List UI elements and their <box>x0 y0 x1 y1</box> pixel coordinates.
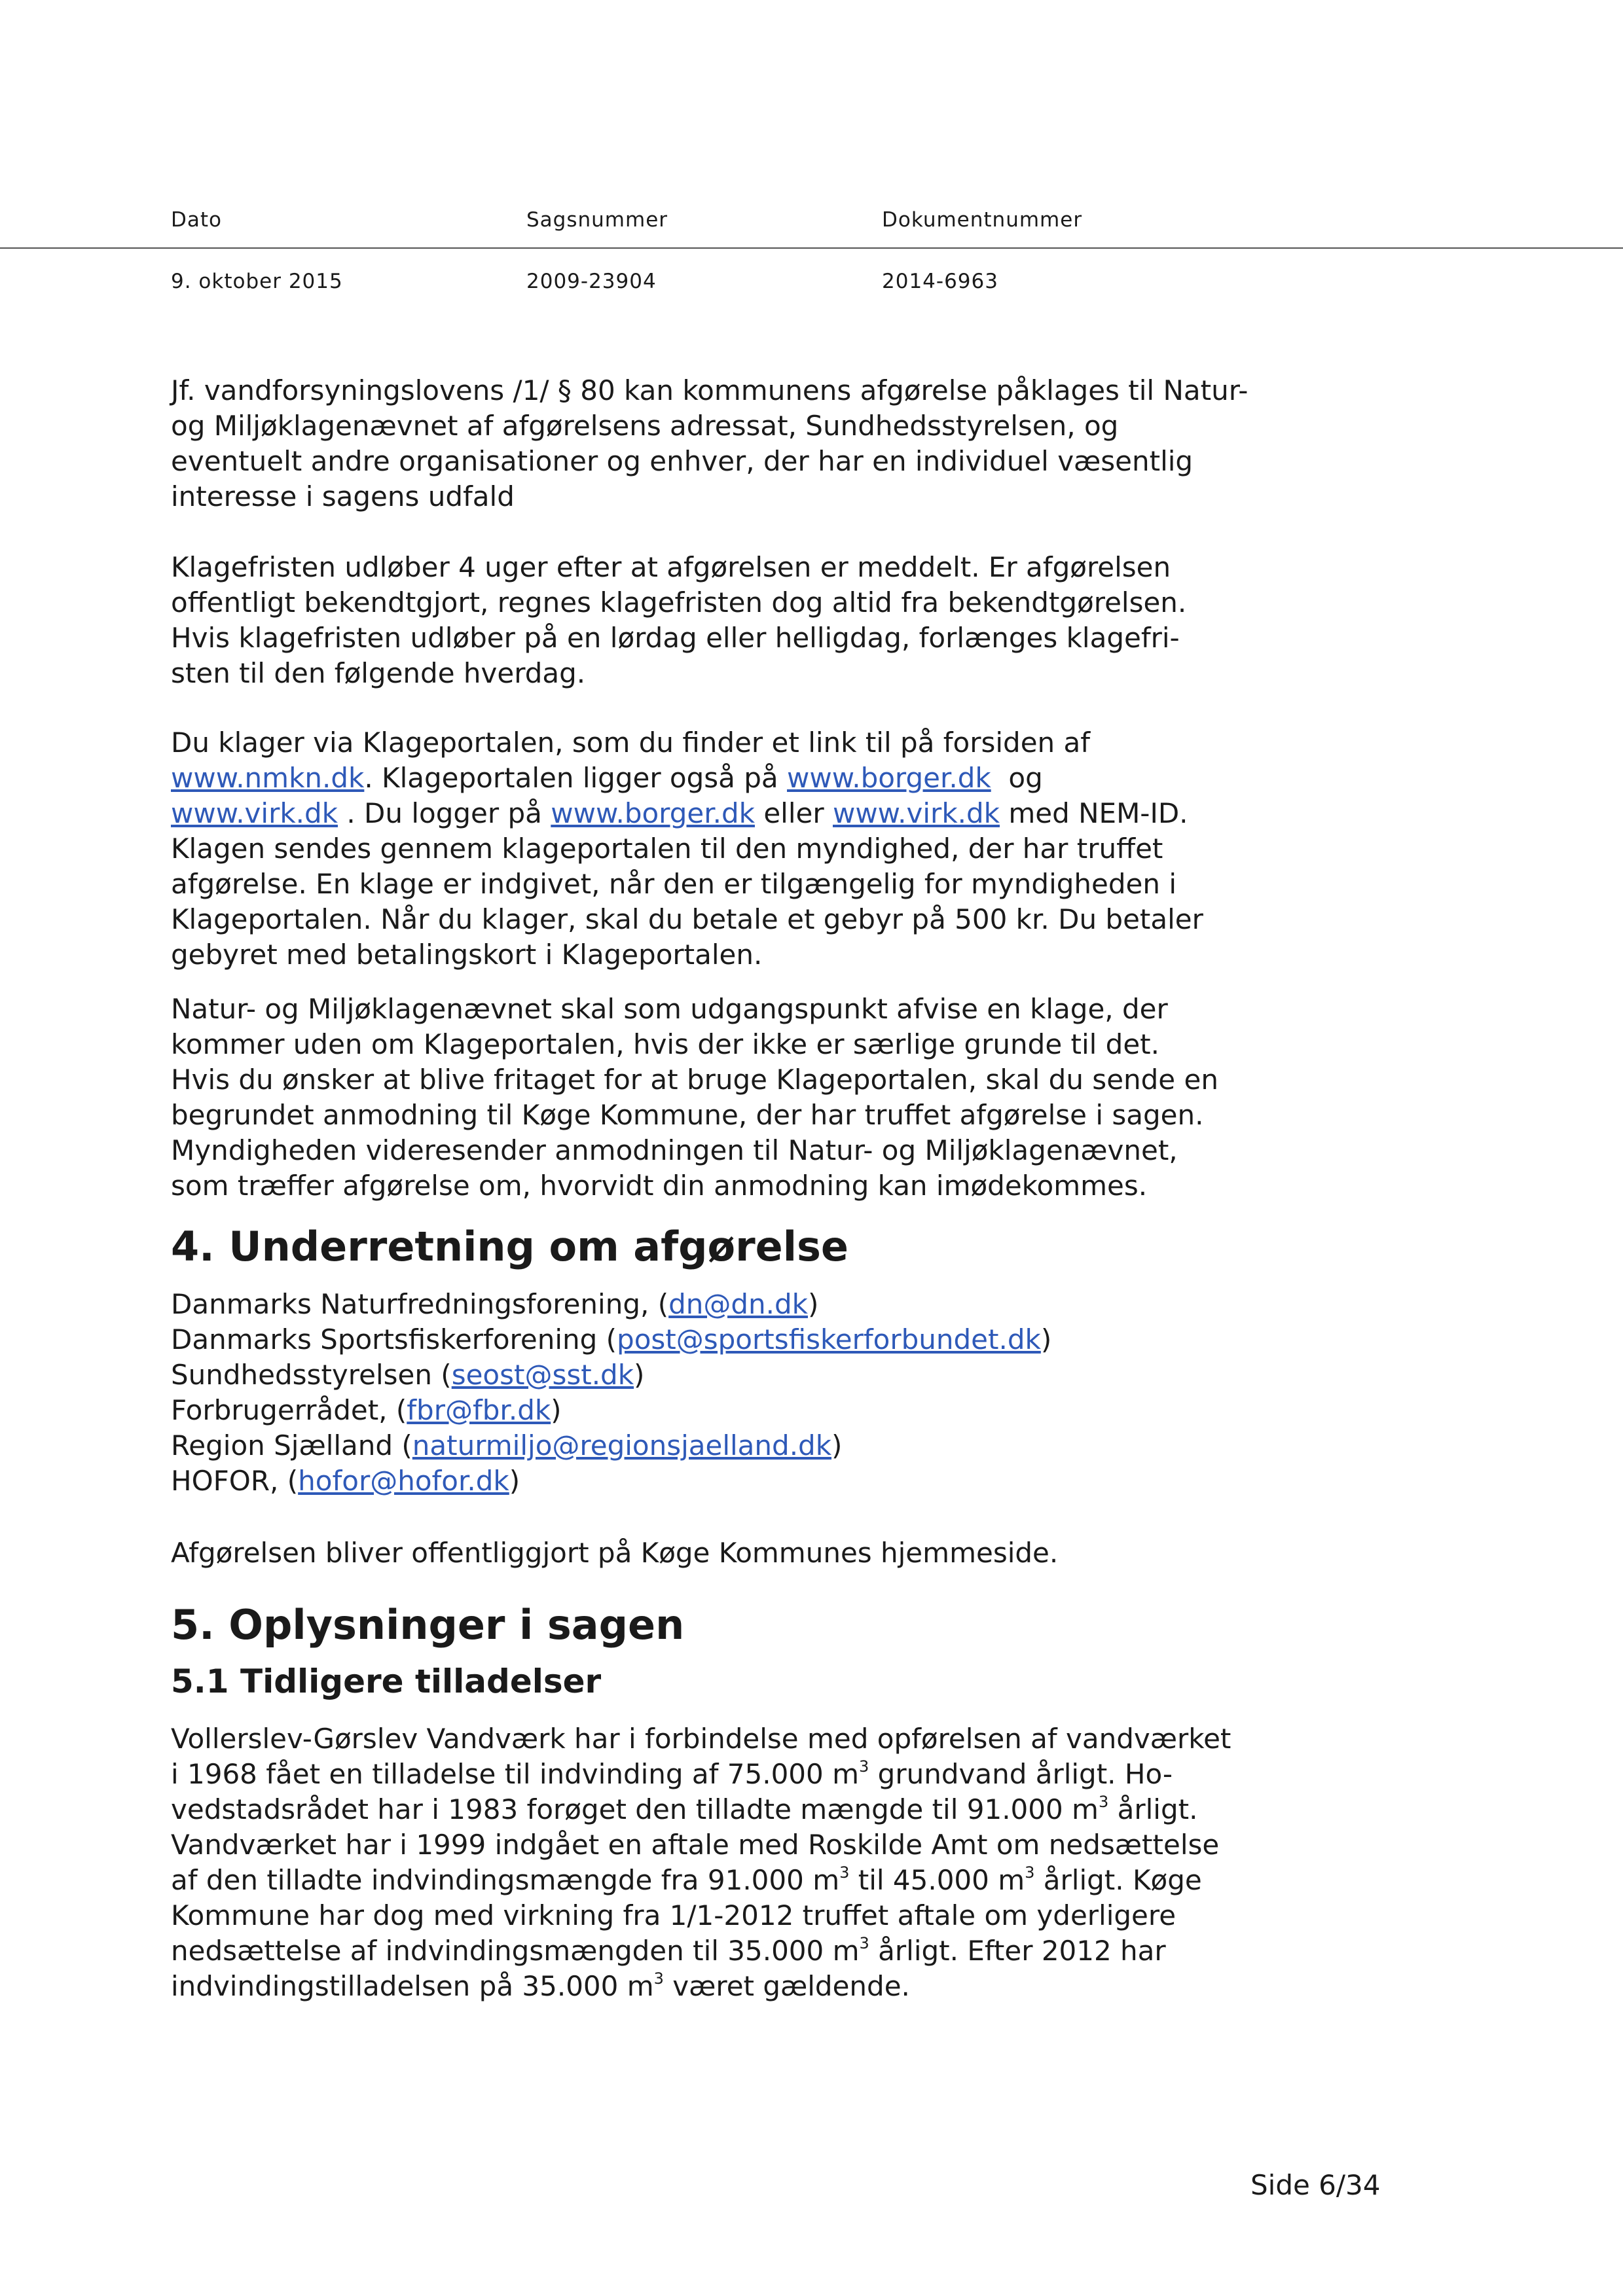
recipient-email-link[interactable]: fbr@fbr.dk <box>407 1394 551 1426</box>
recipient-name: Sundhedsstyrelsen ( <box>171 1359 452 1391</box>
superscript-3: 3 <box>653 1969 664 1988</box>
exemption-line-5: Myndigheden videresender anmodningen til Natur- og Miljøklagenævnet, <box>171 1134 1178 1166</box>
recipient-1 <box>171 1287 1258 1322</box>
exemption-line-1: Natur- og Miljøklagenævnet skal som udgangspunkt afvise en klage, der <box>171 993 1168 1025</box>
deadline-line-3: Hvis klagefristen udløber på en lørdag eller helligdag, forlænges klagefri- <box>171 622 1180 654</box>
date-label: Dato <box>171 208 222 232</box>
metadata-values <box>171 270 1623 293</box>
nmkn-link[interactable]: www.nmkn.dk <box>171 762 365 794</box>
recipient-6 <box>171 1463 1258 1499</box>
recipient-close: ) <box>808 1288 819 1320</box>
borger-link[interactable]: www.borger.dk <box>787 762 991 794</box>
recipient-email-link[interactable]: post@sportsfiskerforbundet.dk <box>617 1323 1041 1355</box>
recipient-4 <box>171 1393 1258 1428</box>
portal-line-1 <box>171 725 1258 761</box>
permits-text: årligt. Efter 2012 har <box>878 1935 1166 1967</box>
publish-note: Afgørelsen bliver offentliggjort på Køge Kommunes hjemmeside. <box>171 1537 1059 1569</box>
permits-text: været gældende. <box>672 1970 910 2002</box>
borger-login-link[interactable]: www.borger.dk <box>551 797 755 829</box>
permits-text: indvindingstilladelsen på 35.000 m <box>171 1970 654 2002</box>
section-4-heading: 4. Underretning om afgørelse <box>171 1223 848 1270</box>
recipient-5 <box>171 1428 1258 1463</box>
recipient-close: ) <box>1040 1323 1052 1355</box>
section-5-1-heading: 5.1 Tidligere tilladelser <box>171 1662 602 1700</box>
document-number-label: Dokumentnummer <box>882 208 1083 232</box>
permits-paragraph <box>171 1721 1258 2004</box>
recipient-close: ) <box>551 1394 562 1426</box>
permits-text: årligt. Køge <box>1043 1864 1202 1896</box>
deadline-line-4: sten til den følgende hverdag. <box>171 657 586 689</box>
permits-text: i 1968 fået en tilladelse til indvinding af 75.000 m <box>171 1758 860 1790</box>
header-divider <box>0 247 1623 249</box>
permits-text: af den tilladte indvindingsmængde fra 91.000 m <box>171 1864 840 1896</box>
superscript-3: 3 <box>859 1934 869 1952</box>
case-number-value: 2009-23904 <box>526 270 657 293</box>
permits-line-7 <box>171 1933 1258 1969</box>
document-number-value: 2014-6963 <box>882 270 998 293</box>
recipient-3 <box>171 1357 1258 1393</box>
section-5-heading: 5. Oplysninger i sagen <box>171 1601 685 1649</box>
recipient-name: Danmarks Naturfredningsforening, ( <box>171 1288 669 1320</box>
superscript-3: 3 <box>1025 1863 1035 1882</box>
recipient-close: ) <box>831 1429 843 1462</box>
virk-login-link[interactable]: www.virk.dk <box>832 797 1000 829</box>
appeal-paragraph <box>171 373 1258 514</box>
portal-text-1: Du klager via Klageportalen, som du finder et link til på forsiden af <box>171 726 1091 759</box>
recipient-email-link[interactable]: hofor@hofor.dk <box>298 1465 509 1497</box>
portal-line-2 <box>171 761 1258 796</box>
superscript-3: 3 <box>859 1757 869 1776</box>
permits-line-1: Vollerslev-Gørslev Vandværk har i forbindelse med opførelsen af vandværket <box>171 1723 1231 1755</box>
permits-text: årligt. <box>1117 1793 1198 1825</box>
deadline-paragraph <box>171 550 1258 691</box>
portal-text-2: . Klageportalen ligger også på <box>364 762 778 794</box>
exemption-line-4: begrundet anmodning til Køge Kommune, der har truffet afgørelse i sagen. <box>171 1099 1204 1131</box>
recipient-email-link[interactable]: seost@sst.dk <box>451 1359 634 1391</box>
portal-text-5: eller <box>763 797 824 829</box>
date-value: 9. oktober 2015 <box>171 270 343 293</box>
permits-line-6: Kommune har dog med virkning fra 1/1-2012 truffet aftale om yderligere <box>171 1899 1176 1931</box>
metadata-labels <box>171 208 1623 232</box>
permits-line-2 <box>171 1757 1258 1792</box>
appeal-text: Jf. vandforsyningslovens /1/ § 80 kan kommunens afgørelse påklages til Natur- og Miljøklagenævnet af afgørelsens adressat, Sundhedsstyrelsen, og eventuelt andre organisationer og enhver, der har en individuel væsentlig interesse i sagens udfald <box>171 374 1249 512</box>
case-number-label: Sagsnummer <box>526 208 668 232</box>
recipient-close: ) <box>509 1465 520 1497</box>
recipient-name: Forbrugerrådet, ( <box>171 1394 407 1426</box>
recipient-list <box>171 1287 1258 1499</box>
portal-text-6: med NEM-ID. <box>1008 797 1188 829</box>
exemption-paragraph <box>171 992 1258 1204</box>
permits-text: vedstadsrådet har i 1983 forøget den tilladte mængde til 91.000 m <box>171 1793 1099 1825</box>
permits-text: grundvand årligt. Ho- <box>877 1758 1173 1790</box>
portal-text-4: . Du logger på <box>346 797 542 829</box>
recipient-name: Danmarks Sportsfiskerforening ( <box>171 1323 617 1355</box>
virk-link[interactable]: www.virk.dk <box>171 797 338 829</box>
recipient-name: Region Sjælland ( <box>171 1429 412 1462</box>
permits-text: til 45.000 m <box>858 1864 1025 1896</box>
portal-line-3 <box>171 796 1258 831</box>
recipient-close: ) <box>634 1359 645 1391</box>
recipient-email-link[interactable]: naturmiljo@regionsjaelland.dk <box>412 1429 832 1462</box>
superscript-3: 3 <box>1098 1793 1109 1811</box>
deadline-line-1: Klagefristen udløber 4 uger efter at afgørelsen er meddelt. Er afgørelsen <box>171 551 1171 583</box>
exemption-line-2: kommer uden om Klageportalen, hvis der ikke er særlige grunde til det. <box>171 1028 1159 1060</box>
superscript-3: 3 <box>839 1863 850 1882</box>
recipient-name: HOFOR, ( <box>171 1465 299 1497</box>
permits-line-5 <box>171 1863 1258 1898</box>
permits-line-4: Vandværket har i 1999 indgået en aftale med Roskilde Amt om nedsættelse <box>171 1829 1220 1861</box>
deadline-line-2: offentligt bekendtgjort, regnes klagefristen dog altid fra bekendtgørelsen. <box>171 586 1187 619</box>
exemption-line-3: Hvis du ønsker at blive fritaget for at bruge Klageportalen, skal du sende en <box>171 1064 1218 1096</box>
permits-line-3 <box>171 1792 1258 1827</box>
portal-text-3: og <box>1008 762 1043 794</box>
portal-text-7: Klagen sendes gennem klageportalen til den myndighed, der har truffet afgørelse. En klage er indgivet, når den er tilgængelig for myndigheden i Klageportalen. Når du klager, skal du betale et gebyr på 500 kr. Du betaler gebyret med betalingskort i Klageportalen. <box>171 833 1203 971</box>
permits-line-8 <box>171 1969 1258 2004</box>
permits-text: nedsættelse af indvindingsmængden til 35.000 m <box>171 1935 860 1967</box>
recipient-2 <box>171 1322 1258 1357</box>
exemption-line-6: som træffer afgørelse om, hvorvidt din anmodning kan imødekommes. <box>171 1170 1148 1202</box>
page-number: Side 6/34 <box>1250 2169 1381 2201</box>
recipient-email-link[interactable]: dn@dn.dk <box>668 1288 808 1320</box>
complaint-portal-paragraph <box>171 725 1258 973</box>
